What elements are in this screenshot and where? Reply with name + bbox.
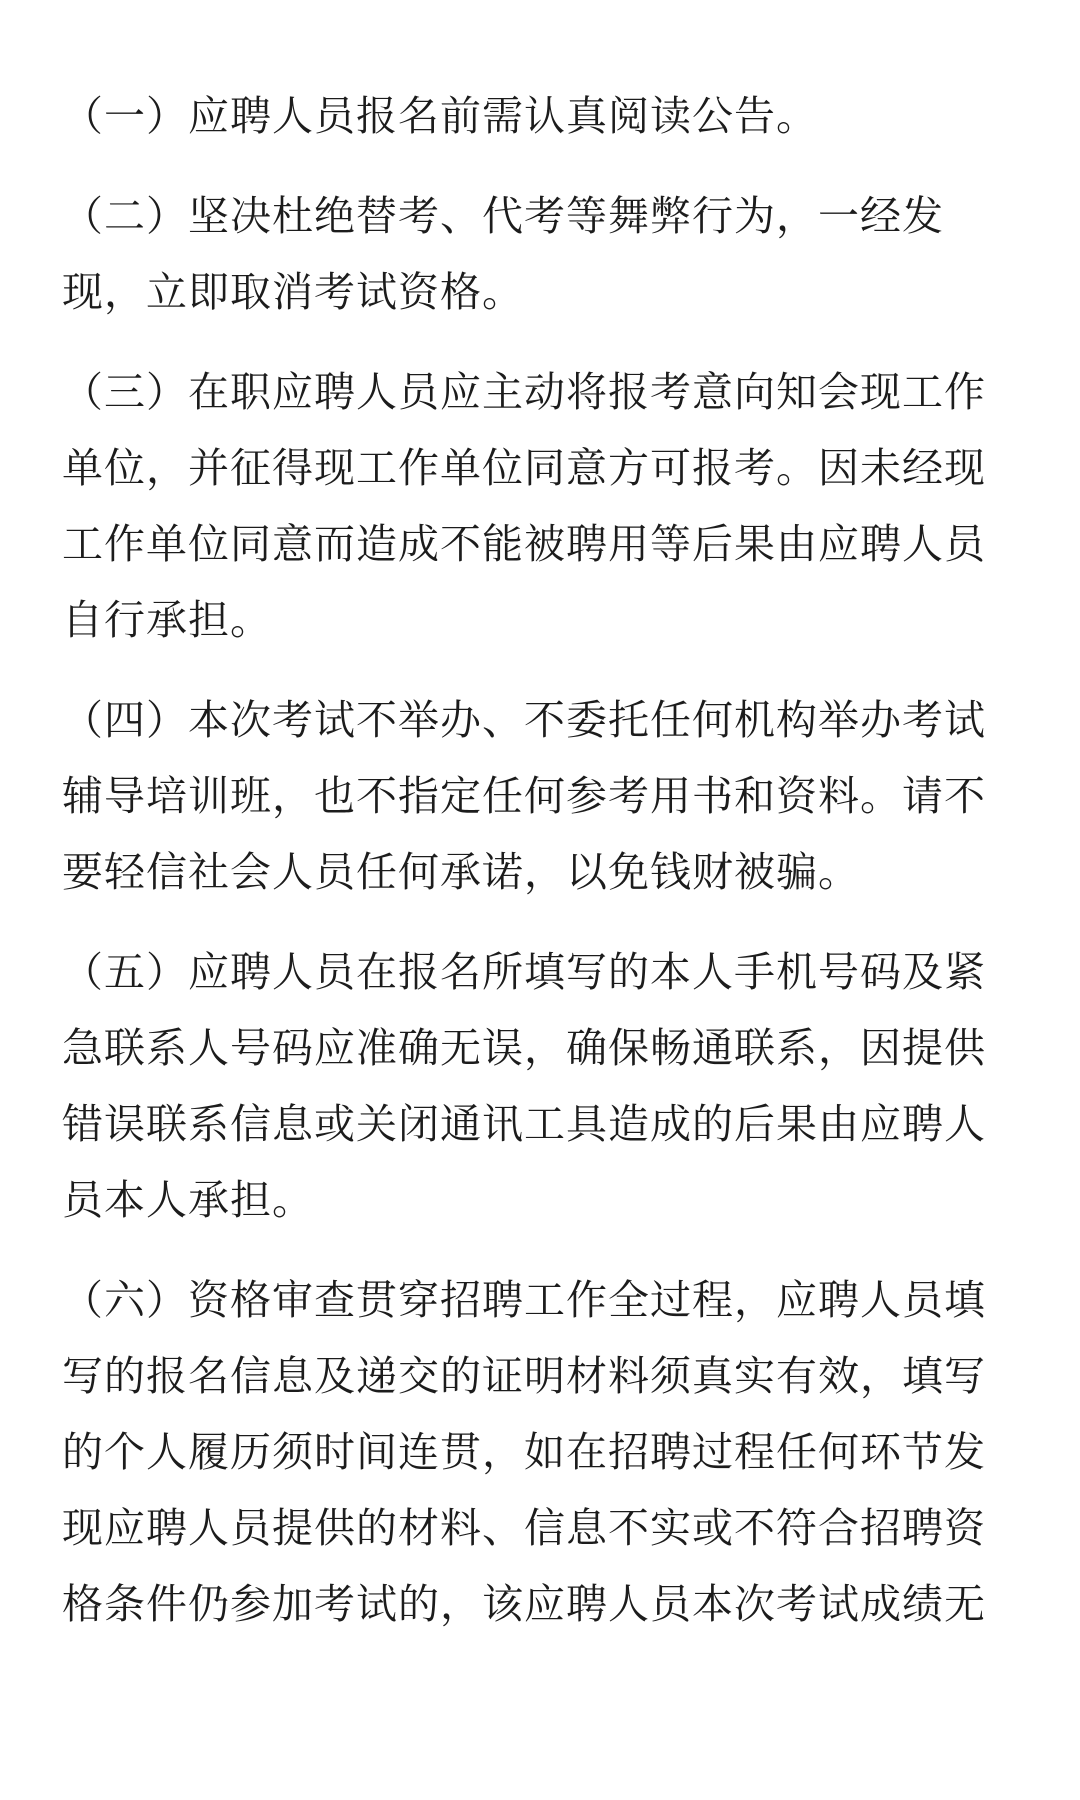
- paragraph-line: 员本人承担。: [62, 1176, 314, 1224]
- paragraph-line: 工作单位同意而造成不能被聘用等后果由应聘人员: [62, 520, 986, 568]
- paragraph-line: 辅导培训班，也不指定任何参考用书和资料。请不: [62, 772, 986, 820]
- paragraph-line: （五）应聘人员在报名所填写的本人手机号码及紧: [62, 948, 986, 996]
- paragraph-line: （三）在职应聘人员应主动将报考意向知会现工作: [62, 368, 986, 416]
- paragraph-5: [62, 934, 1018, 1238]
- paragraph-line: 自行承担。: [62, 596, 272, 644]
- paragraph-line: （四）本次考试不举办、不委托任何机构举办考试: [62, 696, 986, 744]
- paragraph-line: 急联系人号码应准确无误，确保畅通联系，因提供: [62, 1024, 986, 1072]
- paragraph-3: [62, 354, 1018, 658]
- paragraph-1: [62, 78, 1018, 154]
- paragraph-2: [62, 178, 1018, 330]
- paragraph-line: 格条件仍参加考试的，该应聘人员本次考试成绩无: [62, 1580, 986, 1628]
- paragraph-4: [62, 682, 1018, 910]
- paragraph-line: （一）应聘人员报名前需认真阅读公告。: [62, 92, 818, 140]
- paragraph-6: [62, 1262, 1018, 1642]
- paragraph-line: 写的报名信息及递交的证明材料须真实有效，填写: [62, 1352, 986, 1400]
- paragraph-line: （六）资格审查贯穿招聘工作全过程，应聘人员填: [62, 1276, 986, 1324]
- paragraph-line: 现，立即取消考试资格。: [62, 268, 524, 316]
- paragraph-line: （二）坚决杜绝替考、代考等舞弊行为，一经发: [62, 192, 944, 240]
- paragraph-line: 要轻信社会人员任何承诺，以免钱财被骗。: [62, 848, 860, 896]
- paragraph-line: 现应聘人员提供的材料、信息不实或不符合招聘资: [62, 1504, 986, 1552]
- paragraph-line: 错误联系信息或关闭通讯工具造成的后果由应聘人: [62, 1100, 986, 1148]
- paragraph-line: 的个人履历须时间连贯，如在招聘过程任何环节发: [62, 1428, 986, 1476]
- paragraph-line: 单位，并征得现工作单位同意方可报考。因未经现: [62, 444, 986, 492]
